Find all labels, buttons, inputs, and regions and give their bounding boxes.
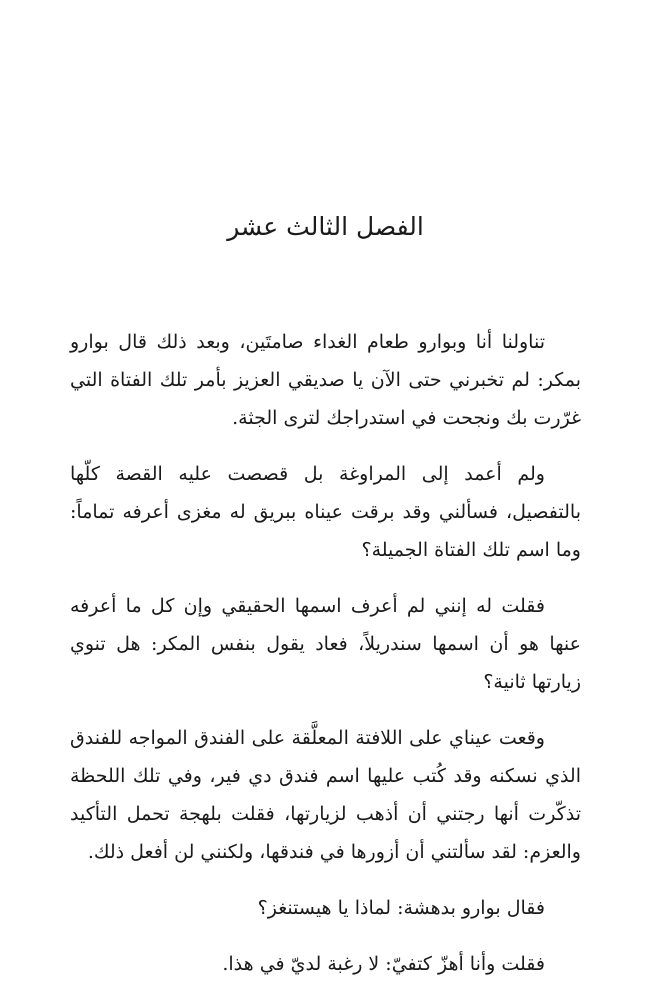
paragraph: فقلت له إنني لم أعرف اسمها الحقيقي وإن كل ما أعرفه عنها هو أن اسمها سندريلاً، فعاد يقول بنفس المكر: هل تنوي زيارتها ثانية؟ [70,595,581,693]
chapter-body [70,323,581,1001]
paragraph: وقعت عيناي على اللافتة المعلَّقة على الفندق المواجه للفندق الذي نسكنه وقد كُتب عليها اسم فندق دي فير، وفي تلك اللحظة تذكّرت أنها رجتني أن أذهب لزيارتها، فقلت بلهجة تحمل التأكيد والعزم: لقد سألتني أن أزورها في فندقها، ولكنني لن أفعل ذلك. [70,727,581,863]
paragraph: فقال بوارو بدهشة: لماذا يا هيستنغز؟ [257,897,545,919]
chapter-title: الفصل الثالث عشر [227,212,424,241]
paragraph: ولم أعمد إلى المراوغة بل قصصت عليه القصة كلّها بالتفصيل، فسألني وقد برقت عيناه ببريق له مغزى أعرفه تماماً: وما اسم تلك الفتاة الجميلة؟ [70,463,581,561]
paragraph: فقلت وأنا أهزّ كتفيّ: لا رغبة لديّ في هذا. [222,953,545,975]
paragraph: تناولنا أنا وبوارو طعام الغداء صامتَين، وبعد ذلك قال بوارو بمكر: لم تخبرني حتى الآن يا صديقي العزيز بأمر تلك الفتاة التي غرّرت بك ونجحت في استدراجك لترى الجثة. [70,331,581,429]
